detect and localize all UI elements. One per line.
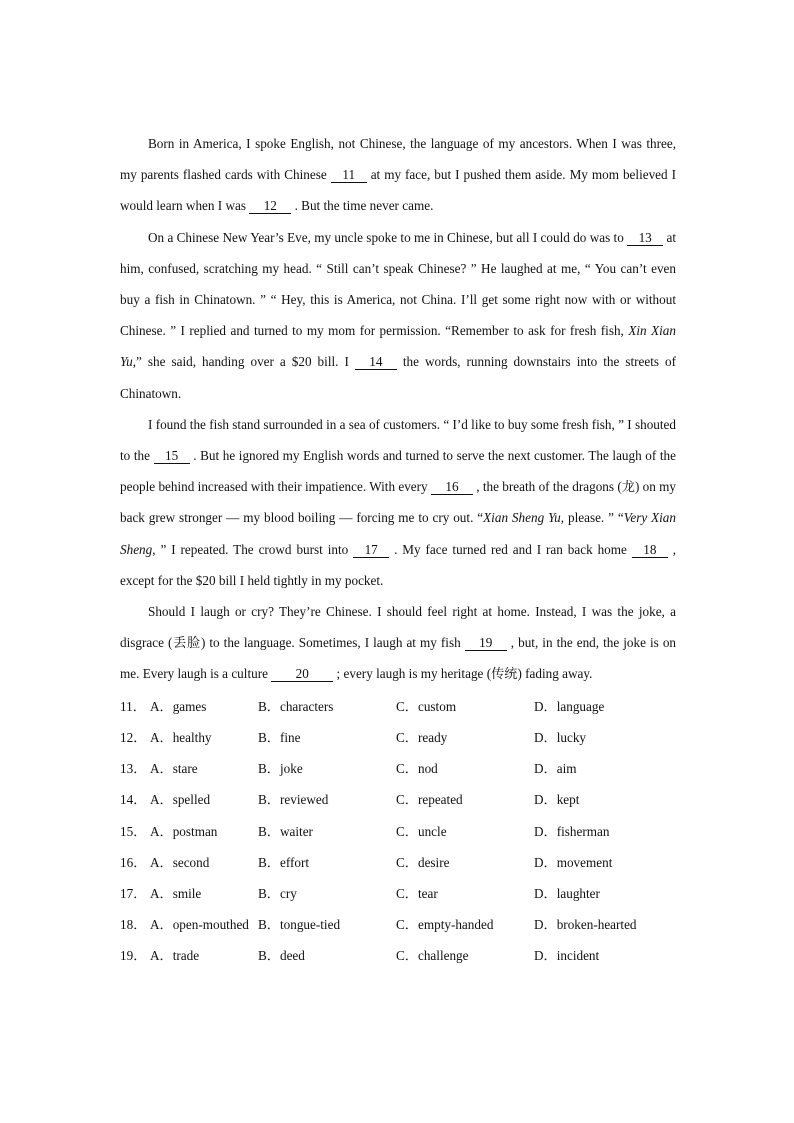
option-b: B．joke xyxy=(258,761,303,777)
option-c: C．challenge xyxy=(396,948,469,964)
option-row-14 xyxy=(120,783,676,814)
question-number: 16． xyxy=(120,854,147,870)
text: at him, confused, scratching my head. “ Still can’t speak Chinese? ” He laughed at me, “ You can’t even buy a fish in Chinatown. ” “ Hey, this is America, not China. I’ll get some right now with or without Chinese. ” I replied and turned to my mom for permission. “Remember to ask for fresh fish, xyxy=(120,229,677,339)
option-c: C．empty-handed xyxy=(396,917,494,933)
option-row-17 xyxy=(120,877,676,908)
option-a: A．open-mouthed xyxy=(150,917,249,933)
blank-15: 15 xyxy=(154,449,190,464)
document-page xyxy=(120,128,676,970)
text: , the breath of the dragons (龙) on my back grew stronger — my blood boiling — forcing me to cry out. “ xyxy=(120,479,677,526)
option-d: D．fisherman xyxy=(534,823,610,839)
option-b: B．effort xyxy=(258,854,310,870)
text: ; every laugh is my heritage (传统) fading away. xyxy=(336,666,593,682)
option-row-12 xyxy=(120,721,676,752)
question-number: 15． xyxy=(120,823,147,839)
text: , ” I repeated. The crowd burst into xyxy=(152,541,349,557)
text: , but, in the end, the joke is on me. Every laugh is a culture xyxy=(120,635,677,682)
option-c: C．uncle xyxy=(396,823,447,839)
question-number: 17． xyxy=(120,885,147,901)
paragraph-2 xyxy=(120,222,676,409)
option-c: C．nod xyxy=(396,761,438,777)
question-number: 19． xyxy=(120,948,147,964)
option-d: D．incident xyxy=(534,948,600,964)
option-a: A．postman xyxy=(150,823,218,839)
text: Born in America, I spoke English, not Chinese, the language of my ancestors. When I was three, my parents flashed cards with Chinese xyxy=(120,136,676,183)
option-d: D．laughter xyxy=(534,885,600,901)
option-b: B．deed xyxy=(258,948,305,964)
option-row-18 xyxy=(120,908,676,939)
text: Should I laugh or cry? They’re Chinese. I should feel right at home. Instead, I was the joke, a disgrace (丢脸) to the language. Sometimes, I laugh at my fish xyxy=(120,604,676,651)
option-b: B．tongue-tied xyxy=(258,917,341,933)
paragraph-3 xyxy=(120,409,676,596)
option-c: C．ready xyxy=(396,729,448,745)
text: the words, running downstairs into the streets of Chinatown. xyxy=(120,354,677,401)
text: . But the time never came. xyxy=(294,198,434,214)
text: ,” she said, handing over a $20 bill. I xyxy=(132,354,349,370)
blank-18: 18 xyxy=(632,543,668,558)
text: . My face turned red and I ran back home xyxy=(394,541,627,557)
question-number: 18． xyxy=(120,917,147,933)
blank-13: 13 xyxy=(627,231,663,246)
option-b: B．fine xyxy=(258,729,301,745)
option-d: D．language xyxy=(534,698,605,714)
option-c: C．desire xyxy=(396,854,450,870)
question-number: 14． xyxy=(120,792,147,808)
option-a: A．smile xyxy=(150,885,202,901)
option-row-16 xyxy=(120,846,676,877)
blank-14: 14 xyxy=(355,355,397,370)
option-a: A．games xyxy=(150,698,207,714)
option-a: A．trade xyxy=(150,948,200,964)
option-c: C．custom xyxy=(396,698,457,714)
blank-16: 16 xyxy=(431,480,473,495)
italic-phrase: Very Xian Sheng xyxy=(120,510,676,557)
blank-12: 12 xyxy=(249,199,291,214)
text: I found the fish stand surrounded in a sea of customers. “ I’d like to buy some fresh fish, ” I shouted to the xyxy=(120,416,676,464)
paragraph-1 xyxy=(120,128,676,222)
blank-17: 17 xyxy=(353,543,389,558)
option-row-19 xyxy=(120,939,676,970)
option-row-11 xyxy=(120,690,676,721)
paragraph-4 xyxy=(120,596,676,690)
italic-phrase: Xin Xian Yu xyxy=(120,323,676,370)
blank-11: 11 xyxy=(331,168,367,183)
text: . But he ignored my English words and turned to serve the next customer. The laugh of the people behind increased with their impatience. With every xyxy=(120,448,677,495)
text: , except for the $20 bill I held tightly in my pocket. xyxy=(120,541,677,588)
text: On a Chinese New Year’s Eve, my uncle spoke to me in Chinese, but all I could do was to xyxy=(148,229,624,245)
option-d: D．kept xyxy=(534,792,580,808)
option-a: A．stare xyxy=(150,761,198,777)
blank-19: 19 xyxy=(465,636,507,651)
question-number: 11． xyxy=(120,698,146,714)
option-a: A．spelled xyxy=(150,792,211,808)
option-d: D．aim xyxy=(534,761,577,777)
text: at my face, but I pushed them aside. My mom believed I would learn when I was xyxy=(120,167,677,214)
option-d: D．lucky xyxy=(534,729,587,745)
question-number: 13． xyxy=(120,761,147,777)
option-d: D．broken-hearted xyxy=(534,917,637,933)
option-c: C．tear xyxy=(396,885,438,901)
option-b: B．waiter xyxy=(258,823,313,839)
option-c: C．repeated xyxy=(396,792,463,808)
option-row-15 xyxy=(120,814,676,845)
option-a: A．second xyxy=(150,854,210,870)
option-a: A．healthy xyxy=(150,729,212,745)
option-b: B．reviewed xyxy=(258,792,329,808)
italic-phrase: Xian Sheng Yu xyxy=(483,510,561,526)
option-b: B．cry xyxy=(258,885,297,901)
option-d: D．movement xyxy=(534,854,613,870)
option-row-13 xyxy=(120,752,676,783)
answer-options xyxy=(120,690,676,971)
question-number: 12． xyxy=(120,729,147,745)
option-b: B．characters xyxy=(258,698,334,714)
blank-20: 20 xyxy=(271,667,333,682)
text: , please. ” “ xyxy=(560,510,624,526)
